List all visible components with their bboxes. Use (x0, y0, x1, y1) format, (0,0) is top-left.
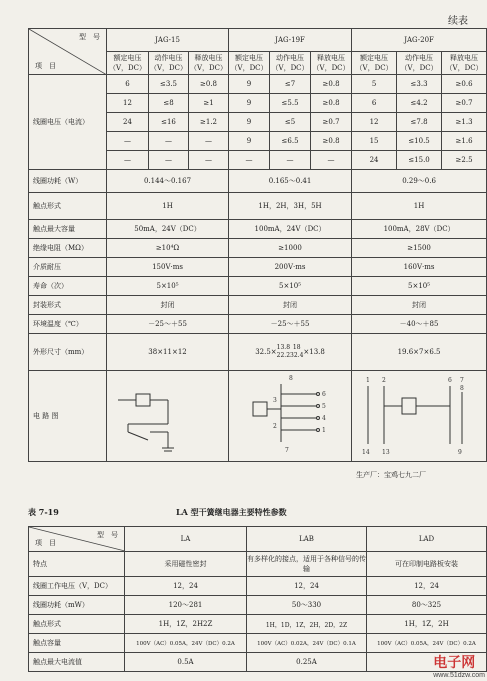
table-cell: ≤3.3 (397, 75, 442, 94)
header-corner (29, 527, 125, 552)
model-header: LAB (247, 527, 367, 552)
table-cell: 6 (107, 75, 149, 94)
sub-col-header: 释放电压（V，DC） (442, 52, 487, 75)
row-label: 线圈工作电压（V，DC） (29, 577, 125, 596)
table-cell: 9 (229, 94, 270, 113)
table-cell: — (149, 151, 189, 170)
table-cell: ≥10⁴Ω (107, 239, 229, 258)
table-cell: 0.144～0.167 (107, 170, 229, 193)
table-cell: — (189, 151, 229, 170)
watermark-url: www.51dzw.com (433, 672, 485, 679)
row-label: 线圈功耗（W） (29, 170, 107, 193)
dims-part: 32.5× (255, 348, 277, 356)
sub-col-header: 额定电压（V，DC） (107, 52, 149, 75)
table-cell: ≤8 (149, 94, 189, 113)
pin-label: 5 (322, 403, 326, 410)
table-cell: 9 (229, 132, 270, 151)
pin-label: 2 (273, 423, 277, 430)
manufacturer-note: 生产厂：宝鸡七九二厂 (356, 471, 426, 479)
table-cell: 1H，1Z，2H (367, 615, 487, 634)
corner-top-label: 型 号 (79, 33, 100, 41)
frac-top: 18 (292, 344, 301, 351)
sub-col-header: 额定电压（V，DC） (229, 52, 270, 75)
sub-col-header: 释放电压（V，DC） (311, 52, 352, 75)
table-cell: ≥1.3 (442, 113, 487, 132)
pin-label: 1 (322, 427, 326, 434)
table-cell: 1H，2H，3H，5H (229, 193, 352, 220)
table-cell: ≤7 (270, 75, 311, 94)
table-cell: 5×10⁵ (352, 277, 487, 296)
corner-bottom-label: 项 目 (35, 62, 56, 70)
table-cell: — (107, 132, 149, 151)
pin-label: 7 (460, 377, 464, 384)
row-label: 绝缘电阻（MΩ） (29, 239, 107, 258)
model-header: JAG-20F (352, 29, 487, 52)
table-cell: ≤5 (270, 113, 311, 132)
pin-label: 9 (458, 449, 462, 456)
la-relay-table (28, 526, 487, 672)
row-label: 封装形式 (29, 296, 107, 315)
table-cell: 100V（AC）0.02A，24V（DC）0.1A (247, 634, 367, 653)
pin-label: 7 (285, 447, 289, 454)
row-label: 外形尺寸（mm） (29, 334, 107, 371)
pin-label: 8 (460, 385, 464, 392)
table-cell: 15 (352, 132, 397, 151)
table-title: LA 型干簧继电器主要特性参数 (176, 507, 287, 517)
coil-voltage-label: 线圈电压（电流） (29, 75, 107, 170)
header-corner (29, 29, 107, 75)
row-label: 介质耐压 (29, 258, 107, 277)
table-cell: 100V（AC）0.05A，24V（DC）0.2A (125, 634, 247, 653)
table-cell: 封闭 (229, 296, 352, 315)
table-cell: 12，24 (247, 577, 367, 596)
table-caption: 表 7-19 (28, 507, 59, 517)
model-header: LA (125, 527, 247, 552)
table-cell: ≤15.0 (397, 151, 442, 170)
watermark-brand: 电子网 (433, 654, 476, 670)
table-cell: ≥0.8 (311, 94, 352, 113)
sub-col-header: 释放电压（V，DC） (189, 52, 229, 75)
corner-top-label: 型 号 (97, 531, 118, 539)
frac-top: 13.8 (276, 344, 291, 351)
table-cell: 可在印制电路板安装 (367, 552, 487, 577)
sub-col-header: 动作电压（V，DC） (149, 52, 189, 75)
continued-label: 续表 (448, 16, 468, 27)
table-cell: — (149, 132, 189, 151)
table-cell: 0.5A (125, 653, 247, 672)
relay-circuit-icon (108, 372, 228, 458)
table-cell: ≥1 (189, 94, 229, 113)
table-cell: 160V·ms (352, 258, 487, 277)
table-cell: ≥2.5 (442, 151, 487, 170)
table-cell: 1H，1D，1Z，2H，2D，2Z (247, 615, 367, 634)
sub-col-header: 动作电压（V，DC） (270, 52, 311, 75)
table-cell: ≤3.5 (149, 75, 189, 94)
circuit-diagram-jag19f (229, 371, 352, 462)
table-cell: 100V（AC）0.05A，24V（DC）0.2A (367, 634, 487, 653)
table-cell: ≥1.2 (189, 113, 229, 132)
fraction (277, 344, 290, 360)
table-cell: ≥0.7 (311, 113, 352, 132)
site-watermark (433, 652, 485, 679)
table-cell: ≥0.8 (311, 132, 352, 151)
table-cell: －25～＋55 (229, 315, 352, 334)
table-cell: 38×11×12 (107, 334, 229, 371)
table-cell: 50mA，24V（DC） (107, 220, 229, 239)
table-cell: — (107, 151, 149, 170)
table-cell: 12 (107, 94, 149, 113)
frac-bottom: 32.4 (290, 352, 304, 359)
circuit-diagram-jag20f (352, 371, 487, 462)
table-cell: 6 (352, 94, 397, 113)
table-cell: ≥0.8 (189, 75, 229, 94)
model-header: LAD (367, 527, 487, 552)
table-cell: 1H (352, 193, 487, 220)
table-cell: 5×10⁵ (229, 277, 352, 296)
table-cell: 封闭 (107, 296, 229, 315)
jag-relay-table (28, 28, 487, 462)
model-header: JAG-15 (107, 29, 229, 52)
table-cell: 12，24 (367, 577, 487, 596)
table-cell: 19.6×7×6.5 (352, 334, 487, 371)
table-cell: 120～281 (125, 596, 247, 615)
pin-label: 3 (273, 397, 277, 404)
table-cell: — (270, 151, 311, 170)
table-cell: ≥0.7 (442, 94, 487, 113)
table-cell: ≤10.5 (397, 132, 442, 151)
table-cell: 有多样化的接点，适用于各种信号的传输 (247, 552, 367, 577)
dims-cell-jag19f (229, 334, 352, 371)
table-cell: 0.165～0.41 (229, 170, 352, 193)
table-cell: 0.25A (247, 653, 367, 672)
pin-label: 8 (289, 375, 293, 382)
pin-label: 14 (362, 449, 370, 456)
table-cell: 12，24 (125, 577, 247, 596)
pin-label: 4 (322, 415, 326, 422)
sub-col-header: 额定电压（V，DC） (352, 52, 397, 75)
sub-col-header: 动作电压（V，DC） (397, 52, 442, 75)
table-cell: ≤5.5 (270, 94, 311, 113)
row-label: 环境温度（℃） (29, 315, 107, 334)
table-cell: — (189, 132, 229, 151)
corner-bottom-label: 项 目 (35, 539, 56, 547)
table-cell: ≥1000 (229, 239, 352, 258)
table-cell: 100mA，28V（DC） (352, 220, 487, 239)
frac-bottom: 22.2 (276, 352, 291, 359)
table-cell: 12 (352, 113, 397, 132)
table-cell: 封闭 (352, 296, 487, 315)
pin-label: 2 (382, 377, 386, 384)
row-label: 触点容量 (29, 634, 125, 653)
row-label: 电 路 图 (29, 371, 107, 462)
row-label: 触点最大电流值 (29, 653, 125, 672)
relay-circuit-icon (229, 372, 352, 458)
table-cell: ≥1500 (352, 239, 487, 258)
pin-label: 6 (322, 391, 326, 398)
table-cell: ≥0.8 (311, 75, 352, 94)
table-cell: ≥1.6 (442, 132, 487, 151)
table-cell: 9 (229, 75, 270, 94)
row-label: 线圈功耗（mW） (29, 596, 125, 615)
row-label: 触点形式 (29, 193, 107, 220)
table-cell: 1H，1Z，2H2Z (125, 615, 247, 634)
row-label: 触点形式 (29, 615, 125, 634)
table-cell: 24 (352, 151, 397, 170)
fraction (290, 344, 303, 360)
table-cell: ≤6.5 (270, 132, 311, 151)
table-cell: 100mA，24V（DC） (229, 220, 352, 239)
row-label: 寿命（次） (29, 277, 107, 296)
circuit-diagram-jag15 (107, 371, 229, 462)
pin-label: 13 (382, 449, 390, 456)
pin-label: 1 (366, 377, 370, 384)
table-cell: 0.29～0.6 (352, 170, 487, 193)
table-cell: 1H (107, 193, 229, 220)
table-cell: －40～＋85 (352, 315, 487, 334)
table-cell: ≤7.8 (397, 113, 442, 132)
table-cell: 24 (107, 113, 149, 132)
pin-label: 6 (448, 377, 452, 384)
table-cell: — (229, 151, 270, 170)
table-cell: 200V·ms (229, 258, 352, 277)
model-header: JAG-19F (229, 29, 352, 52)
table-cell: 80～325 (367, 596, 487, 615)
dims-part: ×13.8 (303, 348, 325, 356)
table-cell: 50～330 (247, 596, 367, 615)
table-cell: 采用磁性密封 (125, 552, 247, 577)
table-cell: ≤16 (149, 113, 189, 132)
table-cell: 9 (229, 113, 270, 132)
table-cell: 5 (352, 75, 397, 94)
table-cell: －25～＋55 (107, 315, 229, 334)
table-cell: — (311, 151, 352, 170)
row-label: 特点 (29, 552, 125, 577)
relay-circuit-icon (352, 372, 487, 458)
table-cell: 150V·ms (107, 258, 229, 277)
table-cell: ≥0.6 (442, 75, 487, 94)
table-cell: ≤4.2 (397, 94, 442, 113)
row-label: 触点最大容量 (29, 220, 107, 239)
table-cell: 5×10⁵ (107, 277, 229, 296)
